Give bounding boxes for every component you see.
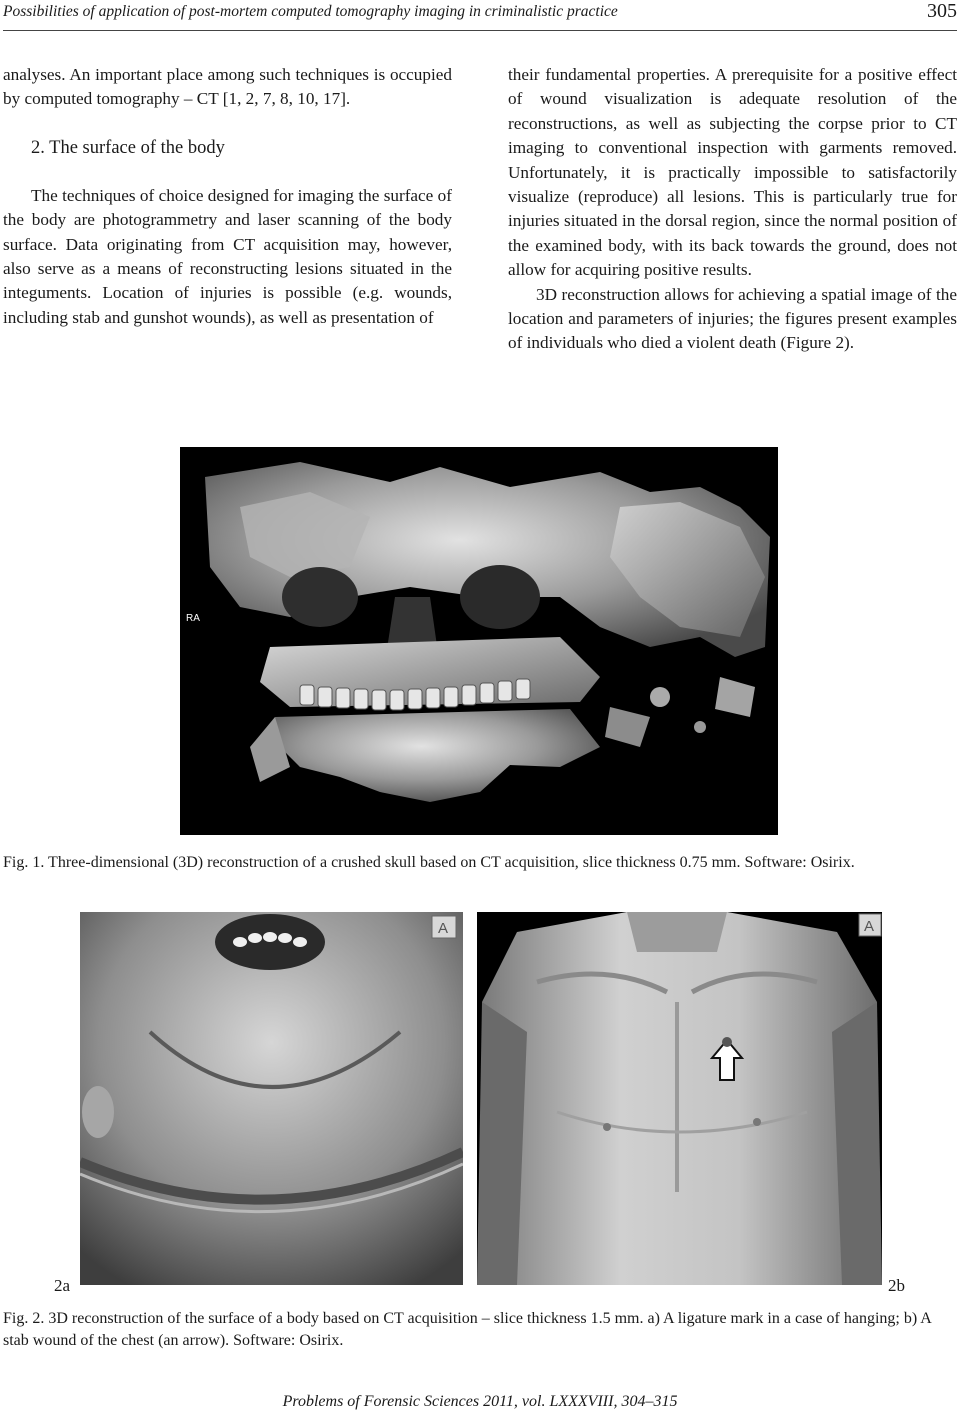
figure-1-caption: Fig. 1. Three-dimensional (3D) reconstruction of a crushed skull based on CT acquisition, slice thickness 0.75 mm. Software: Osirix.: [3, 854, 855, 871]
figure-2a-neck-reconstruction: [80, 912, 463, 1285]
figure-1-skull-reconstruction: [180, 447, 778, 835]
figure-2b-chest-reconstruction: [477, 912, 882, 1285]
figure-2a-overlay-label: A: [438, 920, 449, 937]
left-paragraph-1: analyses. An important place among such techniques is occupied by computed tomography – CT [1, 2, 7, 8, 10, 17].: [3, 65, 452, 109]
right-paragraph-2: 3D reconstruction allows for achieving a spatial image of the location and parameters of injuries; the figures present examples of individuals who died a violent death (Figure 2).: [508, 284, 957, 353]
figure-2a-label: 2a: [54, 1276, 71, 1295]
chest-render: [477, 912, 882, 1285]
left-paragraph-2: The techniques of choice designed for imaging the surface of the body are photogrammetry and laser scanning of the body surface. Data originating from CT acquisition may, however, also serve as a means of reconstructing lesions situated in the integuments. Location of injuries is possible (e.g. wounds, including stab and gunshot wounds), as well as presentation of: [3, 185, 452, 327]
figure-2-caption: Fig. 2. 3D reconstruction of the surface of a body based on CT acquisition – slice thickness 1.5 mm. a) A ligature mark in a case of hanging; b) A stab wound of the chest (an arrow). Software: Osirix.: [3, 1310, 931, 1349]
running-footer: Problems of Forensic Sciences 2011, vol. LXXXVIII, 304–315: [282, 1393, 678, 1410]
page-number: 305: [927, 0, 957, 22]
running-title: Possibilities of application of post-mortem computed tomography imaging in criminalistic practice: [3, 3, 618, 20]
right-column: [508, 63, 957, 356]
figure-1-overlay-label: RA: [186, 613, 200, 624]
skull-render: [180, 447, 778, 835]
left-column: [3, 63, 452, 330]
running-header: [3, 0, 957, 31]
neck-render: [80, 912, 463, 1285]
right-paragraph-1: their fundamental properties. A prerequisite for a positive effect of wound visualization is adequate resolution of the reconstructions, as well as subjecting the corpse prior to CT imaging to conventional inspection with garments removed. Unfortunately, it is practically impossible to satisfactorily visualize (reproduce) all lesions. This is particularly true for injuries situated in the dorsal region, since the normal position of the examined body, with its back towards the ground, does not allow for acquiring positive results.: [508, 65, 957, 280]
section-heading: 2. The surface of the body: [31, 137, 225, 158]
figure-2b-overlay-label: A: [864, 918, 875, 935]
figure-2b-label: 2b: [888, 1276, 905, 1295]
